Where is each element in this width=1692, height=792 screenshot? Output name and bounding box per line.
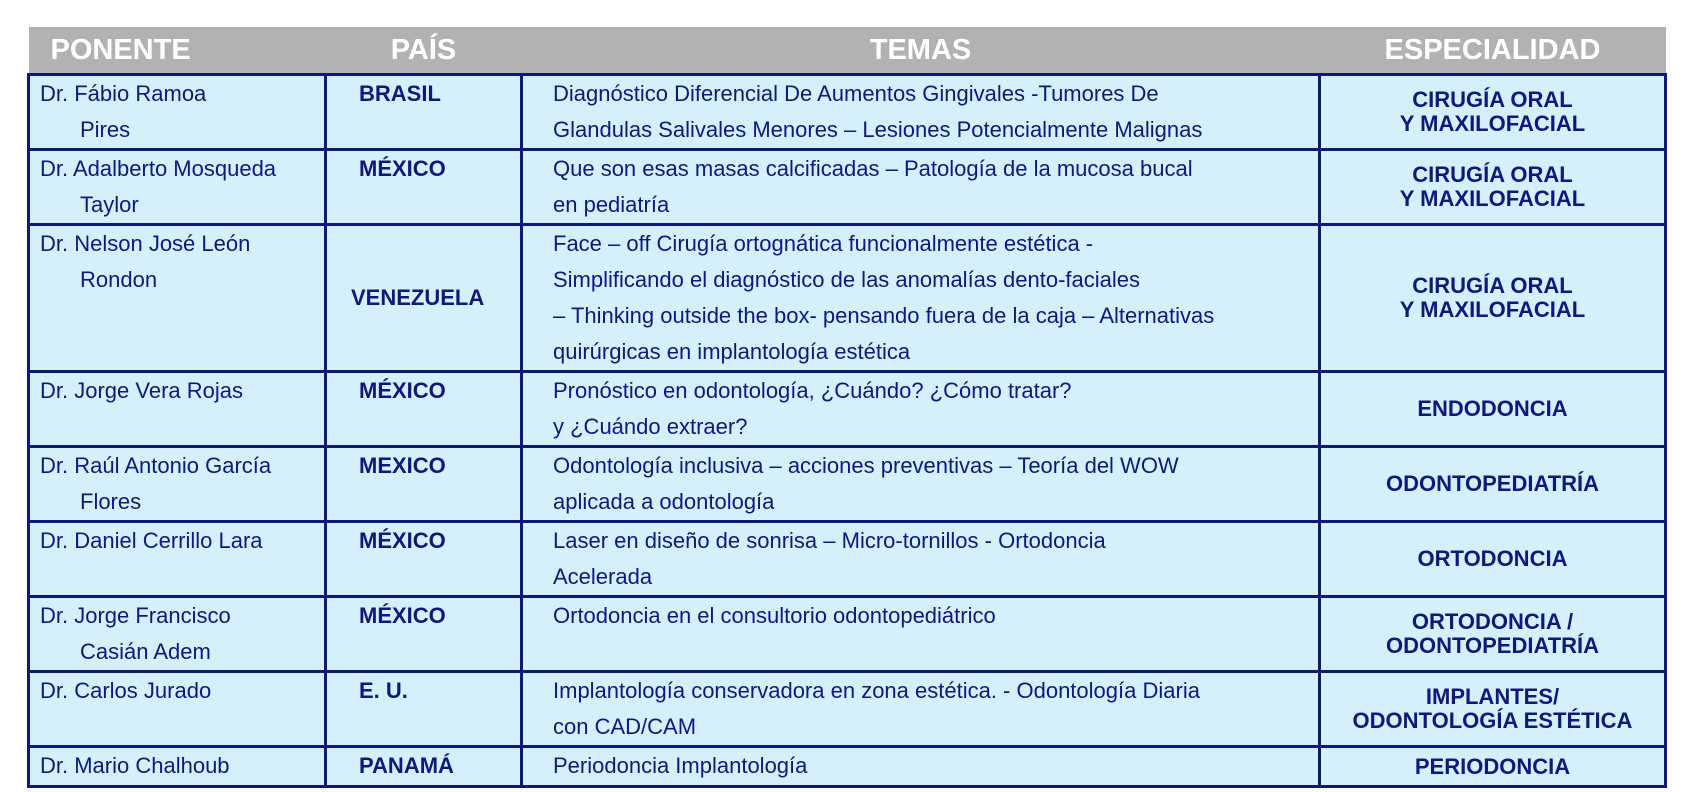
- table-row: [29, 225, 1666, 372]
- table-row: [29, 75, 1666, 150]
- topic-line: Glandulas Salivales Menores – Lesiones Potencialmente Malignas: [553, 117, 1203, 142]
- specialty-cell: [1320, 225, 1666, 372]
- speaker-name-line: Dr. Adalberto Mosqueda: [40, 156, 277, 181]
- speaker-cell: [29, 225, 326, 372]
- table-row: [29, 747, 1666, 787]
- specialty-line: IMPLANTES/: [1425, 684, 1560, 709]
- country-cell: MÉXICO: [326, 522, 522, 597]
- country-cell: E. U.: [326, 672, 522, 747]
- speaker-cell: [29, 522, 326, 597]
- speaker-cell: [29, 75, 326, 150]
- topic-line: Implantología conservadora en zona estética. - Odontología Diaria: [553, 678, 1200, 703]
- header-country: PAÍS: [326, 27, 522, 75]
- specialty-cell: [1320, 75, 1666, 150]
- topic-line: aplicada a odontología: [553, 489, 775, 514]
- speaker-cell: [29, 597, 326, 672]
- header-speaker: PONENTE: [29, 27, 326, 75]
- table-header-row: [29, 27, 1666, 75]
- topic-line: Odontología inclusiva – acciones preventivas – Teoría del WOW: [553, 453, 1179, 478]
- specialty-line: CIRUGÍA ORAL: [1412, 162, 1573, 187]
- specialty-line: PERIODONCIA: [1414, 753, 1571, 779]
- speakers-table: [27, 27, 1667, 788]
- speaker-name-line: Pires: [80, 117, 131, 142]
- specialty-cell: [1320, 372, 1666, 447]
- topic-line: Ortodoncia en el consultorio odontopediátrico: [553, 603, 996, 628]
- table-row: [29, 447, 1666, 522]
- specialty-line: ORTODONCIA: [1417, 546, 1568, 571]
- table-row: [29, 522, 1666, 597]
- table-row: [29, 372, 1666, 447]
- table-row: [29, 150, 1666, 225]
- topic-line: – Thinking outside the box- pensando fuera de la caja – Alternativas: [553, 303, 1215, 328]
- country-cell: PANAMÁ: [326, 747, 522, 787]
- topic-line: Periodoncia Implantología: [553, 753, 808, 778]
- country-cell: MÉXICO: [326, 150, 522, 225]
- topics-cell: [522, 225, 1320, 372]
- speaker-cell: [29, 672, 326, 747]
- speaker-cell: [29, 372, 326, 447]
- speaker-cell: [29, 747, 326, 787]
- header-topics: TEMAS: [522, 27, 1320, 75]
- speaker-name-line: Dr. Mario Chalhoub: [40, 753, 230, 778]
- topic-line: Pronóstico en odontología, ¿Cuándo? ¿Cómo tratar?: [553, 378, 1072, 403]
- specialty-cell: [1320, 522, 1666, 597]
- topic-line: Simplificando el diagnóstico de las anomalías dento-faciales: [553, 267, 1141, 292]
- topics-cell: [522, 447, 1320, 522]
- speaker-name-line: Flores: [80, 489, 142, 514]
- header-specialty: ESPECIALIDAD: [1320, 27, 1666, 75]
- topics-cell: [522, 597, 1320, 672]
- topics-cell: [522, 75, 1320, 150]
- specialty-line: ENDODONCIA: [1417, 396, 1568, 421]
- topic-line: y ¿Cuándo extraer?: [553, 414, 748, 439]
- topic-line: con CAD/CAM: [553, 714, 697, 739]
- speaker-name-line: Dr. Carlos Jurado: [40, 678, 212, 703]
- table-row: [29, 597, 1666, 672]
- speaker-name-line: Dr. Jorge Vera Rojas: [40, 378, 243, 403]
- topic-line: quirúrgicas en implantología estética: [553, 339, 911, 364]
- topic-line: en pediatría: [553, 192, 670, 217]
- specialty-line: ORTODONCIA /: [1411, 609, 1574, 634]
- speaker-name-line: Rondon: [80, 267, 158, 292]
- country-cell: VENEZUELA: [326, 225, 522, 372]
- topics-cell: [522, 747, 1320, 787]
- speaker-name-line: Dr. Daniel Cerrillo Lara: [40, 528, 263, 553]
- specialty-line: ODONTOLOGÍA ESTÉTICA: [1352, 708, 1633, 733]
- table-row: [29, 672, 1666, 747]
- specialty-line: Y MAXILOFACIAL: [1399, 186, 1586, 211]
- topic-line: Acelerada: [553, 564, 653, 589]
- speaker-name-line: Casián Adem: [80, 639, 211, 664]
- topics-cell: [522, 372, 1320, 447]
- country-cell: BRASIL: [326, 75, 522, 150]
- speaker-name-line: Taylor: [80, 192, 139, 217]
- country-cell: MEXICO: [326, 447, 522, 522]
- speaker-name-line: Dr. Nelson José León: [40, 231, 251, 256]
- speaker-name-line: Dr. Raúl Antonio García: [40, 453, 272, 478]
- specialty-cell: [1320, 447, 1666, 522]
- speaker-name-line: Dr. Jorge Francisco: [40, 603, 231, 628]
- specialty-cell: [1320, 672, 1666, 747]
- specialty-line: CIRUGÍA ORAL: [1412, 87, 1573, 112]
- topic-line: Laser en diseño de sonrisa – Micro-tornillos - Ortodoncia: [553, 528, 1106, 553]
- specialty-line: CIRUGÍA ORAL: [1412, 273, 1573, 298]
- speaker-cell: [29, 150, 326, 225]
- topics-cell: [522, 672, 1320, 747]
- speaker-cell: [29, 447, 326, 522]
- specialty-line: Y MAXILOFACIAL: [1399, 111, 1586, 136]
- specialty-cell: [1320, 597, 1666, 672]
- specialty-line: ODONTOPEDIATRÍA: [1385, 471, 1600, 496]
- speaker-name-line: Dr. Fábio Ramoa: [40, 81, 207, 106]
- topic-line: Face – off Cirugía ortognática funcionalmente estética -: [553, 231, 1094, 256]
- topic-line: Que son esas masas calcificadas – Patología de la mucosa bucal: [553, 156, 1193, 181]
- topics-cell: [522, 150, 1320, 225]
- specialty-cell: [1320, 150, 1666, 225]
- country-cell: MÉXICO: [326, 597, 522, 672]
- specialty-line: ODONTOPEDIATRÍA: [1385, 633, 1600, 658]
- topics-cell: [522, 522, 1320, 597]
- topic-line: Diagnóstico Diferencial De Aumentos Gingivales -Tumores De: [553, 81, 1159, 106]
- specialty-line: Y MAXILOFACIAL: [1399, 297, 1586, 322]
- country-cell: MÉXICO: [326, 372, 522, 447]
- specialty-cell: [1320, 747, 1666, 787]
